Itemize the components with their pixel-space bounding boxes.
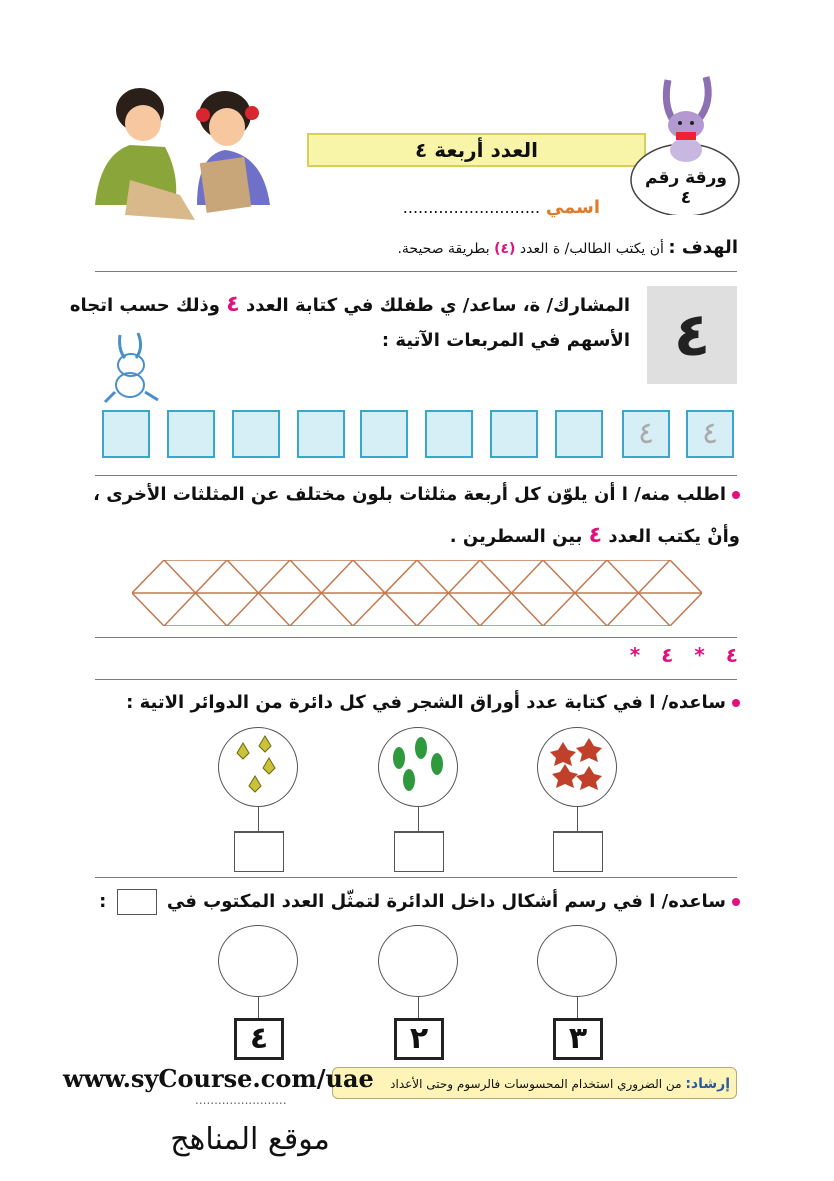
big-digit-panel <box>647 286 737 384</box>
number-box: ٤ <box>234 1018 284 1060</box>
trace-square[interactable] <box>102 410 150 458</box>
page-title: العدد أربعة ٤ <box>307 133 646 167</box>
traced-digit: ٤ <box>701 416 719 451</box>
trace-square[interactable] <box>360 410 408 458</box>
number-pattern <box>600 643 738 667</box>
connector-line <box>418 997 419 1019</box>
connector-line <box>418 807 419 832</box>
leaf-circle <box>378 727 458 807</box>
goal-label: الهدف : <box>668 237 738 258</box>
leaf-circle <box>537 727 617 807</box>
trace-square-dotted[interactable] <box>622 410 670 458</box>
name-dots: ........................... <box>402 198 541 217</box>
writing-line <box>95 637 737 638</box>
hint-label: إرشاد: <box>685 1076 730 1092</box>
divider <box>95 271 737 272</box>
section4-text: ساعده/ ا في رسم أشكال داخل الدائرة لتمثّل العدد المكتوب في <box>166 891 726 912</box>
section3-instruction <box>126 692 740 713</box>
trace-square[interactable] <box>555 410 603 458</box>
connector-line <box>577 807 578 832</box>
draw-circle[interactable] <box>537 925 617 997</box>
footer-dots: ........................ <box>195 1093 287 1107</box>
bullet-icon <box>732 491 740 499</box>
connector-line <box>258 997 259 1019</box>
name-line <box>360 197 600 218</box>
yellow-leaves-icon <box>219 728 297 806</box>
connector-line <box>577 997 578 1019</box>
section1-digit: ٤ <box>226 292 240 317</box>
traced-digit: ٤ <box>637 416 655 451</box>
draw-circle[interactable] <box>378 925 458 997</box>
trace-square[interactable] <box>232 410 280 458</box>
writing-line <box>95 679 737 680</box>
section1-text-b: وذلك حسب اتجاه <box>69 295 220 316</box>
section4-colon: : <box>99 891 107 912</box>
divider <box>95 475 737 476</box>
trace-square[interactable] <box>425 410 473 458</box>
pattern-item: ٤ <box>725 643 738 667</box>
rabbit-running-icon <box>100 330 165 405</box>
trace-square[interactable] <box>490 410 538 458</box>
bullet-icon <box>732 898 740 906</box>
trace-square[interactable] <box>297 410 345 458</box>
hint-text: من الضروري استخدام المحسوسات فالرسوم وحتى الأعداد <box>390 1077 682 1091</box>
section4-instruction <box>99 889 740 915</box>
section1-text-a: المشارك/ ة، ساعد/ ي طفلك في كتابة العدد <box>245 295 630 316</box>
leaf-count-answer-box[interactable] <box>234 832 284 872</box>
pattern-item: * <box>629 643 641 667</box>
leaf-circle <box>218 727 298 807</box>
section2-digit: ٤ <box>588 523 603 548</box>
hint-box <box>332 1067 737 1099</box>
section2-line1 <box>93 484 740 505</box>
goal-suffix: بطريقة صحيحة. <box>397 241 490 257</box>
triangles-pattern[interactable] <box>132 560 702 626</box>
divider <box>95 877 737 878</box>
inline-box <box>117 889 157 915</box>
section2-line2 <box>300 523 740 548</box>
section2-text-c: وأنْ يكتب العدد <box>608 526 740 547</box>
red-leaves-icon <box>538 728 616 806</box>
number-box: ٢ <box>394 1018 444 1060</box>
pattern-item: * <box>694 643 705 667</box>
leaf-count-answer-box[interactable] <box>553 832 603 872</box>
section2-text-b: أن يلوّن كل أربعة مثلثات بلون مختلف عن المثلثات الأخرى ، <box>93 484 616 505</box>
section1-line2: الأسهم في المربعات الآتية : <box>381 330 630 351</box>
watermark-url: www.syCourse.com/uae <box>63 1064 374 1093</box>
pattern-item: ٤ <box>661 643 674 667</box>
goal-number: (٤) <box>494 241 516 257</box>
number-box: ٣ <box>553 1018 603 1060</box>
name-label: اسمي <box>545 197 600 218</box>
children-reading-illustration <box>85 85 295 220</box>
section2-text-a: اطلب منه/ ا <box>621 484 726 505</box>
goal-text: أن يكتب الطالب/ ة العدد <box>519 241 664 257</box>
trace-square-dotted[interactable] <box>686 410 734 458</box>
section1-line1 <box>69 292 630 317</box>
bullet-icon <box>732 699 740 707</box>
sheet-number: ورقة رقم ٤ <box>645 168 727 208</box>
site-name: موقع المناهج <box>170 1122 330 1157</box>
goal-line <box>330 237 738 258</box>
trace-square[interactable] <box>167 410 215 458</box>
big-digit: ٤ <box>673 300 711 370</box>
section2-text-d: بين السطرين . <box>449 526 583 547</box>
green-leaves-icon <box>379 728 457 806</box>
leaf-count-answer-box[interactable] <box>394 832 444 872</box>
draw-circle[interactable] <box>218 925 298 997</box>
connector-line <box>258 807 259 832</box>
section3-text: ساعده/ ا في كتابة عدد أوراق الشجر في كل دائرة من الدوائر الاتية : <box>126 692 726 713</box>
